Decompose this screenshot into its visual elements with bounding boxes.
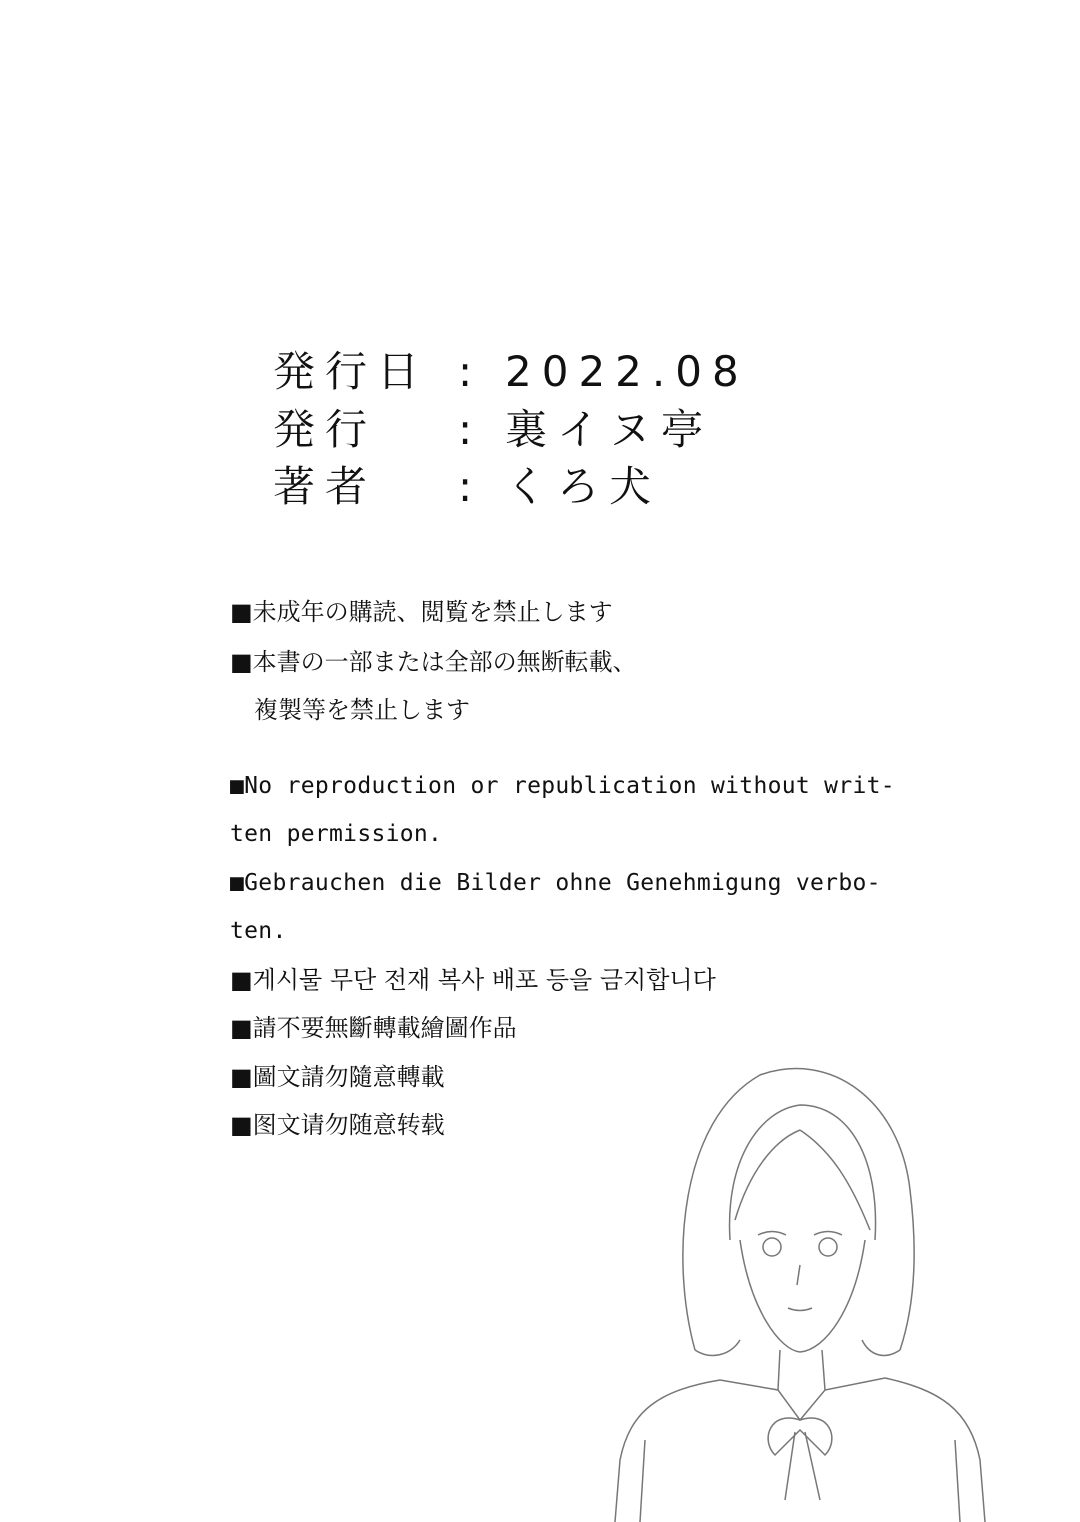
notice-ko: ■게시물 무단 전재 복사 배포 등을 금지합니다	[230, 966, 716, 994]
date-label: 発行日	[273, 347, 430, 396]
author-value: くろ犬	[505, 462, 662, 511]
publisher-value: 裏イヌ亭	[505, 405, 714, 454]
notice-en-1: ■No reproduction or republication without writ-	[230, 773, 895, 799]
notice-zh-cn: ■图文请勿随意转载	[230, 1111, 445, 1139]
publisher-label: 発行	[273, 405, 378, 454]
girl-illustration	[600, 1060, 1000, 1522]
notice-en-2: ten permission.	[230, 821, 443, 847]
notice-ja-2: ■本書の一部または全部の無断転載、	[230, 648, 637, 676]
date-value: 2022.08	[505, 347, 749, 396]
notice-de-1: ■Gebrauchen die Bilder ohne Genehmigung verbo-	[230, 870, 881, 896]
colon: :	[458, 462, 483, 511]
author-label: 著者	[273, 462, 378, 511]
notice-ja-3: 複製等を禁止します	[230, 696, 470, 724]
colon: :	[458, 405, 483, 454]
colon: :	[458, 347, 483, 396]
notice-de-2: ten.	[230, 918, 287, 944]
notice-zh-tw-2: ■圖文請勿隨意轉載	[230, 1063, 445, 1091]
notice-zh-tw-1: ■請不要無斷轉載繪圖作品	[230, 1014, 517, 1042]
notice-ja-1: ■未成年の購読、閲覧を禁止します	[230, 598, 613, 626]
